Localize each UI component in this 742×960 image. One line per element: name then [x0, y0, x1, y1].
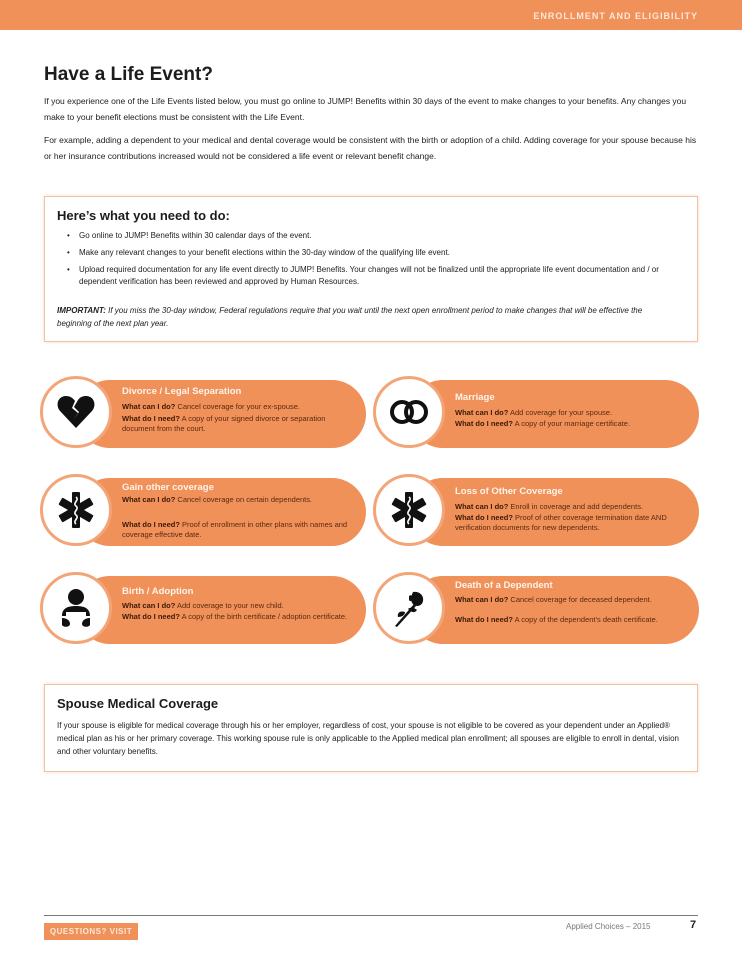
section-label: ENROLLMENT AND ELIGIBILITY — [533, 11, 698, 21]
can-label: What can I do? — [122, 402, 176, 411]
todo-item: • Go online to JUMP! Benefits within 30 calendar days of the event. — [67, 230, 677, 242]
broken-heart-icon — [56, 392, 96, 432]
need-label: What do I need? — [455, 513, 513, 522]
event-title: Loss of Other Coverage — [455, 486, 563, 497]
wedding-rings-icon — [389, 392, 429, 432]
need-label: What do I need? — [455, 615, 513, 624]
event-can — [455, 502, 685, 512]
event-divorce — [40, 372, 366, 448]
can-text: Add coverage for your spouse. — [508, 408, 613, 417]
event-title: Death of a Dependent — [455, 580, 553, 591]
can-label: What can I do? — [455, 408, 509, 417]
event-need — [122, 612, 352, 622]
footer-divider — [44, 915, 698, 916]
need-label: What do I need? — [122, 612, 180, 621]
event-can — [122, 601, 352, 611]
event-need — [455, 615, 685, 625]
can-text: Cancel coverage for your ex-spouse. — [175, 402, 300, 411]
event-death-dependent — [373, 568, 699, 644]
can-label: What can I do? — [122, 495, 176, 504]
baby-icon — [56, 588, 96, 628]
event-need — [122, 520, 352, 539]
event-icon-circle — [40, 474, 112, 546]
need-text: A copy of your signed divorce or separation document from the court. — [122, 414, 326, 433]
event-icon-circle — [373, 474, 445, 546]
page-number: 7 — [690, 919, 697, 931]
important-note — [57, 304, 677, 330]
header-band — [0, 0, 742, 30]
can-label: What can I do? — [455, 595, 509, 604]
event-marriage — [373, 372, 699, 448]
todo-panel — [44, 196, 698, 342]
need-text: A copy of the birth certificate / adoption certificate. — [179, 612, 348, 621]
medical-star-icon — [56, 490, 96, 530]
need-text: A copy of the dependent’s death certificate. — [512, 615, 658, 624]
event-can — [122, 495, 352, 505]
medical-star-icon — [389, 490, 429, 530]
footer-tag: QUESTIONS? VISIT — [44, 923, 138, 940]
event-need — [455, 513, 685, 532]
todo-list — [67, 230, 677, 293]
event-loss-coverage — [373, 470, 699, 546]
footer-document-title: Applied Choices – 2015 — [566, 922, 651, 931]
need-text: Proof of enrollment in other plans with names and coverage effective date. — [122, 520, 348, 539]
need-text: A copy of your marriage certificate. — [512, 419, 631, 428]
event-can — [122, 402, 352, 412]
spouse-text: If your spouse is eligible for medical coverage through his or her employer, regardless of cost, your spouse is not eligible to be covered as your dependent under an Applied® medical plan as his or her primary coverage. This working spouse rule is only applicable to the Applied medical plan enrollment; all spouses are eligible to enroll in dental, vision and other voluntary benefits. — [57, 721, 679, 756]
event-icon-circle — [373, 376, 445, 448]
event-title: Gain other coverage — [122, 482, 214, 493]
page-title: Have a Life Event? — [44, 64, 213, 85]
event-need — [122, 414, 352, 433]
can-text: Cancel coverage on certain dependents. — [175, 495, 313, 504]
need-label: What do I need? — [122, 414, 180, 423]
event-title: Divorce / Legal Separation — [122, 386, 242, 397]
can-label: What can I do? — [455, 502, 509, 511]
event-birth-adoption — [40, 568, 366, 644]
event-icon-circle — [40, 572, 112, 644]
need-text: Proof of other coverage termination date AND verification documents for new dependents. — [455, 513, 667, 532]
todo-heading: Here’s what you need to do: — [57, 208, 230, 223]
can-text: Enroll in coverage and add dependents. — [508, 502, 644, 511]
event-need — [455, 419, 685, 429]
event-title: Birth / Adoption — [122, 586, 194, 597]
can-label: What can I do? — [122, 601, 176, 610]
todo-item: • Make any relevant changes to your benefit elections within the 30-day window of the qualifying life event. — [67, 247, 677, 259]
event-can — [455, 408, 685, 418]
intro-paragraph: If you experience one of the Life Events listed below, you must go online to JUMP! Benefits within 30 days of the event to make changes to your benefits. Any changes you make to your benefit elections must be consistent with the Life Event. — [44, 96, 687, 122]
need-label: What do I need? — [122, 520, 180, 529]
event-can — [455, 595, 685, 605]
event-title: Marriage — [455, 392, 495, 403]
event-gain-coverage — [40, 470, 366, 546]
spouse-heading: Spouse Medical Coverage — [57, 696, 219, 711]
todo-item: • Upload required documentation for any life event directly to JUMP! Benefits. Your changes will not be finalized until the appropriate life event documentation and / or dependent verification has been reviewed and approved by Human Resources. — [67, 264, 677, 288]
event-icon-circle — [40, 376, 112, 448]
can-text: Cancel coverage for deceased dependent. — [508, 595, 652, 604]
important-text: If you miss the 30-day window, Federal regulations require that you wait until the next open enrollment period to make changes that will be effective the beginning of the next plan year. — [57, 306, 643, 328]
event-pill — [409, 576, 699, 644]
rose-icon — [389, 588, 429, 628]
can-text: Add coverage to your new child. — [175, 601, 284, 610]
example-paragraph: For example, adding a dependent to your medical and dental coverage would be consistent with the birth or adoption of a child. Adding coverage for your spouse because his or her insurance contributions increased would not be considered a life event or relevant benefit change. — [44, 135, 697, 161]
spouse-coverage-panel — [44, 684, 698, 772]
important-label: IMPORTANT: — [57, 306, 106, 315]
event-icon-circle — [373, 572, 445, 644]
need-label: What do I need? — [455, 419, 513, 428]
